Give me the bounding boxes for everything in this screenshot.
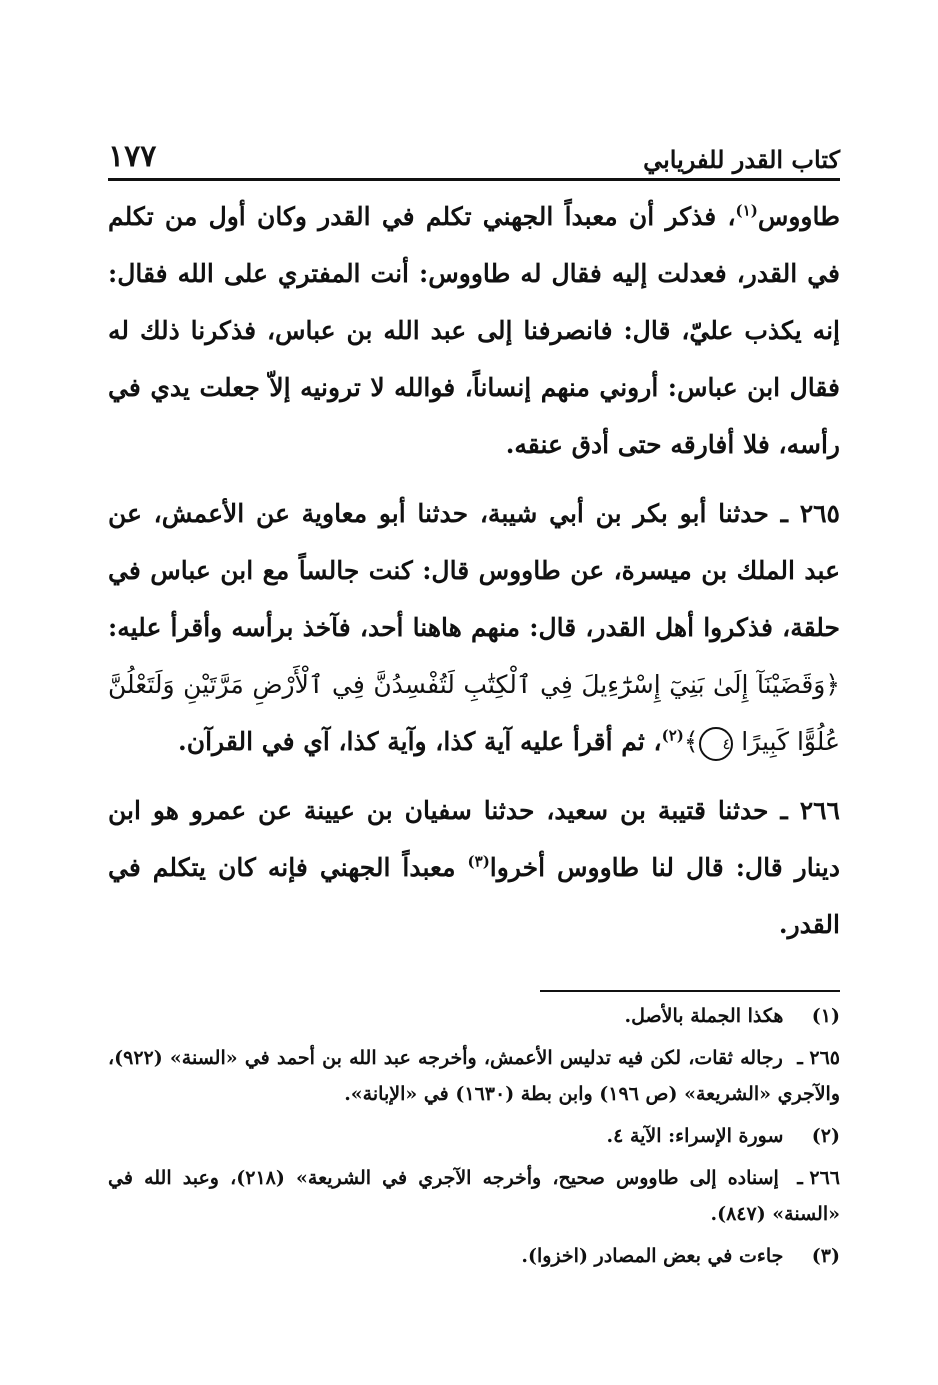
footnote-rule [540,990,840,992]
main-text [108,188,840,953]
footnote-label: (٣) [811,1245,840,1267]
footnote [108,1118,840,1154]
page-header [108,126,840,174]
footnote-ref-3: (٣) [467,852,490,871]
hadith-265 [108,485,840,770]
ayah-number-mark: ٤ [699,727,733,761]
footnote-text: إسناده إلى طاووس صحيح، وأخرجه الآجري في الشريعة» (٢١٨)، وعبد الله في «السنة» (٨٤٧). [108,1167,840,1225]
running-title: كتاب القدر للفريابي [643,145,840,174]
footnote-ref-1: (١) [735,201,758,220]
text-run: ـ حدثنا قتيبة بن سعيد، حدثنا سفيان بن عيينة عن عمرو هو ابن دينار قال: قال لنا طاووس أخروا [108,796,840,882]
text-run: معبداً الجهني فإنه كان يتكلم في القدر. [108,853,840,939]
verse-bracket: ﴾ [683,727,699,756]
text-run: طاووس [757,202,840,231]
footnote [108,1160,840,1232]
footnote [108,1040,840,1112]
footnote [108,998,840,1034]
hadith-number: ٢٦٥ [799,499,840,528]
footnote-text: سورة الإسراء: الآية ٤. [606,1125,784,1147]
page-number: ١٧٧ [108,139,157,174]
footnote-text: هكذا الجملة بالأصل. [624,1005,784,1027]
footnote-label: ٢٦٥ ـ [797,1047,840,1069]
hadith-number: ٢٦٦ [799,796,840,825]
header-rule [108,178,840,181]
footnotes [108,998,840,1274]
footnote-text: جاءت في بعض المصادر (اخزوا). [521,1245,784,1267]
hadith-266 [108,782,840,953]
text-run: ـ حدثنا أبو بكر بن أبي شيبة، حدثنا أبو معاوية عن الأعمش، عن عبد الملك بن ميسرة، عن طاووس قال: كنت جالساً مع ابن عباس في حلقة، فذكروا أهل القدر، قال: منهم هاهنا أحد، فآخذ برأسه وأقرأ عليه: [108,499,840,642]
quran-verse: ﴿وَقَضَيْنَآ إِلَىٰ بَنِيٓ إِسْرَٰٓءِيلَ فِي ٱلْكِتَٰبِ لَتُفْسِدُنَّ فِي ٱلْأَرْضِ مَرَّتَيْنِ وَلَتَعْلُنَّ عُلُوًّا كَبِيرًا [108,670,840,756]
text-run: ، فذكر أن معبداً الجهني تكلم في القدر وكان أول من تكلم في القدر، فعدلت إليه فقال له طاووس: أنت المفتري على الله فقال: إنه يكذب عليّ، قال: فانصرفنا إلى عبد الله بن عباس، فذكرنا ذلك له فقال ابن عباس: أروني منهم إنساناً، فوالله لا ترونيه إلاّ جعلت يدي في رأسه، فلا أفارقه حتى أدق عنقه. [108,202,840,459]
paragraph-continuation [108,188,840,473]
footnote-ref-2: (٢) [661,726,684,745]
footnote-label: (٢) [811,1125,840,1147]
footnote-label: ٢٦٦ ـ [797,1167,840,1189]
text-run: ، ثم أقرأ عليه آية كذا، وآية كذا، آي في القرآن. [178,727,662,756]
footnote-text: رجاله ثقات، لكن فيه تدليس الأعمش، وأخرجه عبد الله بن أحمد في «السنة» (٩٢٢)، والآجري «الشريعة» (ص ١٩٦) وابن بطة (١٦٣٠) في «الإبانة». [108,1047,840,1105]
footnote [108,1238,840,1274]
footnote-label: (١) [811,1005,840,1027]
